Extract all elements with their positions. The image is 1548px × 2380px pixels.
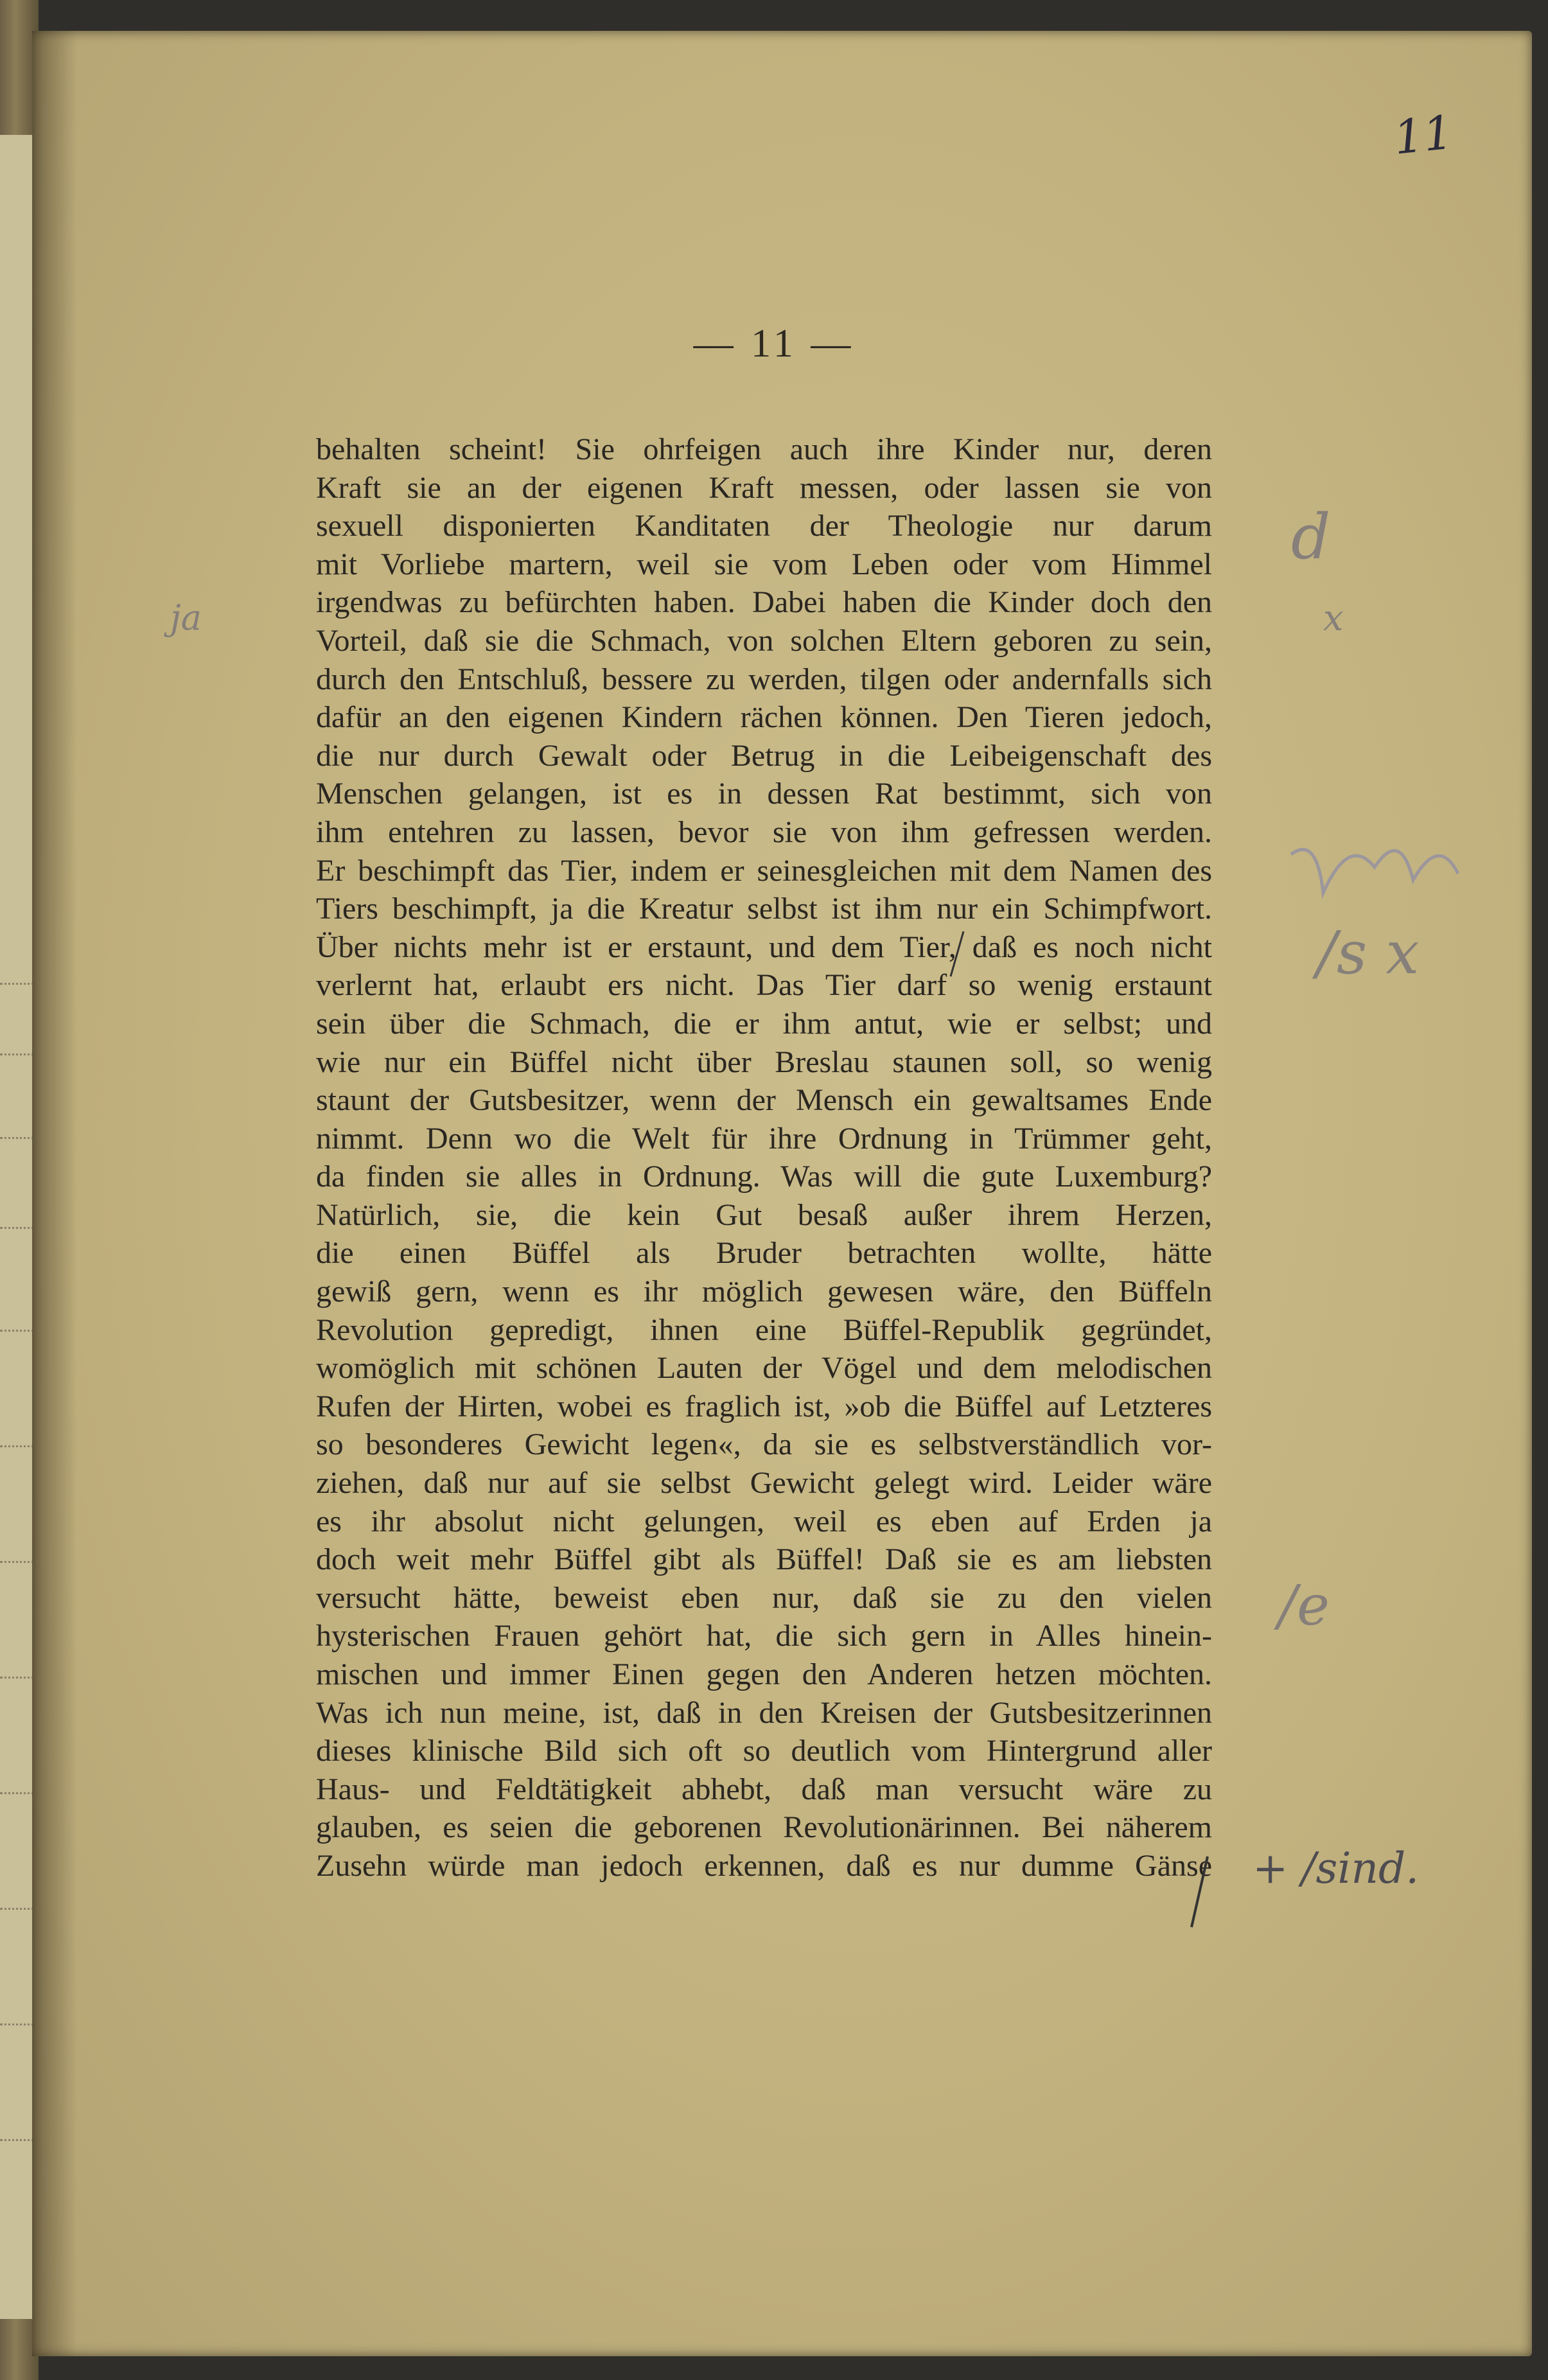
text-line: Vorteil, daß sie die Schmach, von solchen Eltern geboren zu sein, [316,623,1212,658]
text-line: da finden sie alles in Ordnung. Was will die gute Luxemburg? [316,1159,1212,1194]
text-line: wie nur ein Büffel nicht über Breslau staunen soll, so wenig [316,1045,1212,1079]
text-line: nimmt. Denn wo die Welt für ihre Ordnung in Trümmer geht, [316,1121,1212,1156]
text-line: womöglich mit schönen Lauten der Vögel und dem melodischen [316,1351,1212,1386]
text-line: ihm entehren zu lassen, bevor sie von ihm gefressen werden. [316,815,1212,849]
text-line: es ihr absolut nicht gelungen, weil es eben auf Erden ja [316,1504,1212,1538]
text-line: glauben, es seien die geborenen Revolutionärinnen. Bei näherem [316,1810,1212,1845]
text-line: Menschen gelangen, ist es in dessen Rat bestimmt, sich von [316,777,1212,811]
margin-note-right: d [1291,501,1331,573]
text-line: Tiers beschimpft, ja die Kreatur selbst ist ihm nur ein Schimpfwort. [316,892,1212,926]
text-line: verlernt hat, erlaubt ers nicht. Das Tier darf so wenig erstaunt [316,968,1212,1003]
margin-note-right: + /sind. [1253,1844,1420,1893]
text-line: Haus- und Feldtätigkeit abhebt, daß man versucht wäre zu [316,1772,1212,1806]
text-line: hysterischen Frauen gehört hat, die sich gern in Alles hinein- [316,1619,1212,1653]
body-text [316,430,1212,1885]
text-line: durch den Entschluß, bessere zu werden, tilgen oder andernfalls sich [316,662,1212,696]
text-line: irgendwas zu befürchten haben. Dabei haben die Kinder doch den [316,585,1212,620]
text-line: Er beschimpft das Tier, indem er seinesgleichen mit dem Namen des [316,853,1212,888]
text-line: Revolution gepredigt, ihnen eine Büffel-Republik gegründet, [316,1312,1212,1347]
text-line: die nur durch Gewalt oder Betrug in die Leibeigenschaft des [316,738,1212,773]
text-line: versucht hätte, beweist eben nur, daß sie zu den vielen [316,1580,1212,1615]
text-line: so besonderes Gewicht legen«, da sie es selbstverständlich vor- [316,1427,1212,1462]
text-line: Über nichts mehr ist er erstaunt, und dem Tier, daß es noch nicht [316,930,1212,964]
page-number: — 11 — [693,322,855,366]
text-line: Natürlich, sie, die kein Gut besaß außer ihrem Herzen, [316,1197,1212,1232]
text-line: Zusehn würde man jedoch erkennen, daß es nur dumme Gänse [316,1848,1212,1883]
margin-note-left: ja [170,597,202,638]
text-line: Was ich nun meine, ist, daß in den Kreisen der Gutsbesitzerinnen [316,1695,1212,1730]
margin-note-right: /s x [1317,919,1420,987]
text-line: die einen Büffel als Bruder betrachten wollte, hätte [316,1236,1212,1271]
margin-note-right: /e [1278,1574,1330,1638]
text-line: sein über die Schmach, die er ihm antut, wie er selbst; und [316,1006,1212,1041]
margin-note-right: x [1323,597,1344,639]
text-line: ziehen, daß nur auf sie selbst Gewicht gelegt wird. Leider wäre [316,1466,1212,1501]
text-line: sexuell disponierten Kanditaten der Theologie nur darum [316,509,1212,543]
handwritten-folio-number: 11 [1391,105,1456,165]
text-line: doch weit mehr Büffel gibt als Büffel! Daß sie es am liebsten [316,1542,1212,1577]
text-line: mischen und immer Einen gegen den Anderen hetzen möchten. [316,1657,1212,1691]
text-line: Rufen der Hirten, wobei es fraglich ist, »ob die Büffel auf Letzteres [316,1389,1212,1424]
text-line: Kraft sie an der eigenen Kraft messen, oder lassen sie von [316,470,1212,505]
gutter-shadow [32,31,77,2356]
text-line: mit Vorliebe martern, weil sie vom Leben oder vom Himmel [316,547,1212,581]
text-line: staunt der Gutsbesitzer, wenn der Mensch ein gewaltsames Ende [316,1083,1212,1118]
text-line: dafür an den eigenen Kindern rächen können. Den Tieren jedoch, [316,700,1212,735]
text-line: gewiß gern, wenn es ihr möglich gewesen wäre, den Büffeln [316,1274,1212,1309]
text-line: dieses klinische Bild sich oft so deutlich vom Hintergrund aller [316,1734,1212,1768]
text-line: behalten scheint! Sie ohrfeigen auch ihre Kinder nur, deren [316,432,1212,466]
